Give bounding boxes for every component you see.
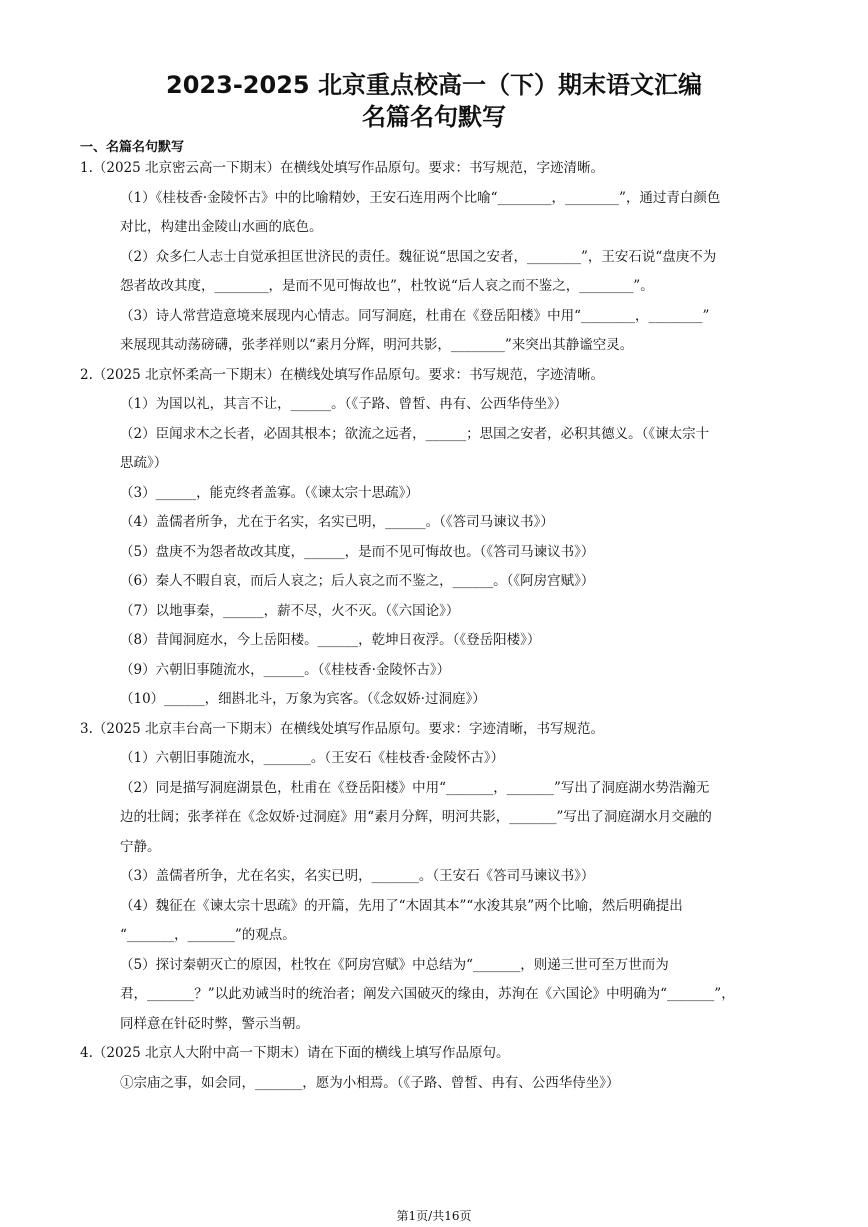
question-line: （1）为国以礼，其言不让，______。（《子路、曾皙、冉有、公西华侍坐》） <box>120 396 568 412</box>
question-line: 2.（2025 北京怀柔高一下期末）在横线处填写作品原句。要求：书写规范，字迹清晰。 <box>80 366 605 383</box>
question-line: （5）盘庚不为怨者故改其度，______，是而不见可悔故也。（《答司马谏议书》） <box>120 543 595 560</box>
question-line: （9）六朝旧事随流水，______。（《桂枝香·金陵怀古》） <box>120 661 451 678</box>
document-subtitle: 名篇名句默写 <box>362 103 506 131</box>
question-list <box>80 154 792 1098</box>
question-line: （2）臣闻求木之长者，必固其根本；欲流之远者，______；思国之安者，必积其德义。（《谏太宗十 <box>120 425 710 442</box>
question-line: （4）魏征在《谏太宗十思疏》的开篇，先用了“木固其本”“水浚其泉”两个比喻，然后明确提出 <box>120 897 683 914</box>
question-line: ①宗庙之事，如会同，_______，愿为小相焉。（《子路、曾皙、冉有、公西华侍坐》） <box>120 1074 620 1091</box>
question-line: （1）六朝旧事随流水，_______。（王安石《桂枝香·金陵怀古》） <box>120 750 505 766</box>
question-line: 同样意在针砭时弊，警示当朝。 <box>120 1015 309 1032</box>
question-line: （10）______，细斟北斗，万象为宾客。（《念奴娇·过洞庭》） <box>120 691 486 707</box>
question-line: （7）以地事秦，______，薪不尽，火不灭。（《六国论》） <box>120 602 460 619</box>
question-line: （5）探讨秦朝灭亡的原因，杜牧在《阿房宫赋》中总结为“_______，则递三世可至万世而为 <box>120 956 669 973</box>
question-line: 君，_______？”以此劝诫当时的统治者；阐发六国破灭的缘由，苏洵在《六国论》中明确为“_______”， <box>120 986 735 1002</box>
question-line: 4.（2025 北京人大附中高一下期末）请在下面的横线上填写作品原句。 <box>80 1045 510 1061</box>
question-line: （6）秦人不暇自哀，而后人哀之；后人哀之而不鉴之，______。（《阿房宫赋》） <box>120 573 595 589</box>
question-line: “_______，_______”的观点。 <box>120 927 296 943</box>
question-line: 3.（2025 北京丰台高一下期末）在横线处填写作品原句。要求：字迹清晰，书写规范。 <box>80 720 605 737</box>
question-line: （3）______，能克终者盖寡。（《谏太宗十思疏》） <box>120 484 419 501</box>
question-line: （1）《桂枝香·金陵怀古》中的比喻精妙，王安石连用两个比喻“________，________”，通过青白颜色 <box>120 189 721 206</box>
question-line: 来展现其动荡磅礴，张孝祥则以“素月分辉，明河共影，________”来突出其静谧空灵。 <box>120 337 634 353</box>
question-line: （3）诗人常营造意境来展现内心情志。同写洞庭，杜甫在《登岳阳楼》中用“________，________” <box>120 307 710 324</box>
question-line: 怨者故改其度，________，是而不见可悔故也”，杜牧说“后人哀之而不鉴之，________”。 <box>120 278 654 294</box>
question-line: （2）众多仁人志士自觉承担匡世济民的责任。魏征说“思国之安者，________”，王安石说“盘庚不为 <box>120 248 717 265</box>
question-line: （8）昔闻洞庭水，今上岳阳楼。______，乾坤日夜浮。（《登岳阳楼》） <box>120 632 541 648</box>
question-line: 边的壮阔；张孝祥在《念奴娇·过洞庭》用“素月分辉，明河共影，_______”写出了洞庭湖水月交融的 <box>120 809 712 825</box>
document-title: 2023-2025 北京重点校高一（下）期末语文汇编 <box>166 71 702 99</box>
page-number: 第1页/共16页 <box>396 1209 472 1223</box>
question-line: 1.（2025 北京密云高一下期末）在横线处填写作品原句。要求：书写规范，字迹清晰。 <box>80 160 605 176</box>
question-line: 对比，构建出金陵山水画的底色。 <box>120 219 323 235</box>
question-line: （3）盖儒者所争，尤在名实，名实已明，_______。（王安石《答司马谏议书》） <box>120 868 595 884</box>
question-line: 宁静。 <box>120 838 161 855</box>
question-line: 思疏》） <box>120 455 168 471</box>
question-line: （4）盖儒者所争，尤在于名实，名实已明，______。（《答司马谏议书》） <box>120 514 554 530</box>
question-line: （2）同是描写洞庭湖景色，杜甫在《登岳阳楼》中用“_______，_______”写出了洞庭湖水势浩瀚无 <box>120 779 710 796</box>
section-heading: 一、名篇名句默写 <box>80 140 185 155</box>
